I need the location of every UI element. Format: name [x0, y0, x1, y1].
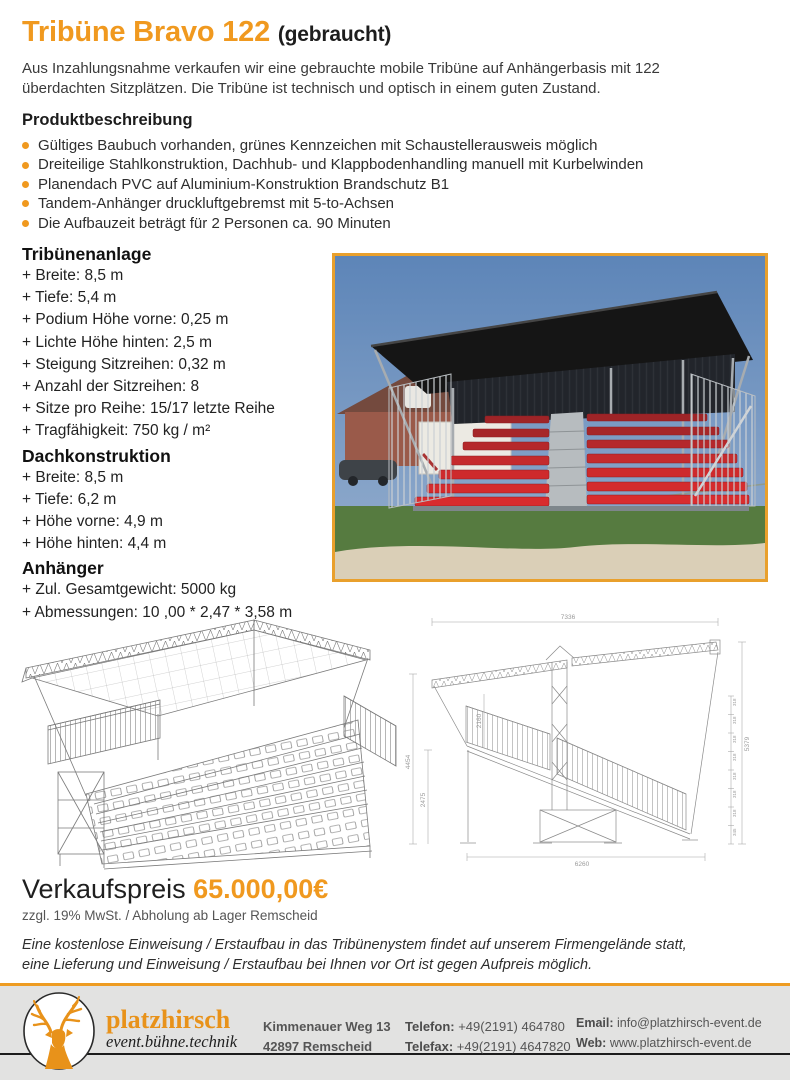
- photo-left-railing: [389, 374, 451, 508]
- bullet-icon: [22, 181, 29, 188]
- list-item: [22, 136, 768, 155]
- spec-group-tribuenenanlage: [22, 243, 338, 443]
- price-note: [22, 936, 768, 975]
- dim-label-step: 345: [732, 828, 737, 836]
- bullet-text: Gültiges Baubuch vorhanden, grünes Kennzeichen mit Schaustellerausweis möglich: [38, 137, 598, 154]
- technical-drawings: [0, 598, 790, 878]
- web-value[interactable]: www.platzhirsch-event.de: [609, 1036, 752, 1050]
- fax-value: +49(2191) 4647820: [456, 1039, 571, 1054]
- dim-label-step: 318: [732, 716, 737, 724]
- price-section: [22, 874, 768, 975]
- brand-tagline: event.bühne.technik: [106, 1032, 238, 1051]
- phone-value: +49(2191) 464780: [458, 1019, 565, 1034]
- email-label: Email:: [576, 1016, 614, 1030]
- elevation-dimension-lines: [409, 618, 746, 861]
- price-note-line: Eine kostenlose Einweisung / Erstaufbau in das Tribünenystem findet auf unserem Firmengelände statt,: [22, 937, 687, 953]
- spec-column: [22, 243, 338, 624]
- fax-row: [405, 1037, 571, 1057]
- page-title: [22, 16, 768, 51]
- address-line: 42897 Remscheid: [263, 1039, 373, 1054]
- dim-label-bottom: 6260: [574, 861, 590, 868]
- spec-line: + Höhe hinten: 4,4 m: [22, 535, 167, 553]
- spec-line: + Tiefe: 5,4 m: [22, 289, 117, 307]
- list-item: [22, 194, 768, 213]
- bullet-icon: [22, 200, 29, 207]
- page-title-main: Tribüne Bravo 122: [22, 16, 271, 48]
- bullet-icon: [22, 142, 29, 149]
- price-value: 65.000,00€: [193, 874, 329, 904]
- email-row: [576, 1013, 762, 1033]
- product-photo-image: [335, 256, 765, 579]
- spec-line: + Podium Höhe vorne: 0,25 m: [22, 311, 229, 329]
- dim-label-step: 318: [732, 809, 737, 817]
- price-line: [22, 874, 768, 905]
- footer-phone: [405, 1017, 571, 1057]
- bullet-text: Die Aufbauzeit beträgt für 2 Personen ca. 90 Minuten: [38, 214, 391, 232]
- phone-label: Telefon:: [405, 1019, 455, 1034]
- spec-line: + Zul. Gesamtgewicht: 5000 kg: [22, 581, 237, 599]
- price-label: Verkaufspreis: [22, 874, 186, 904]
- dim-label-step: 318: [732, 790, 737, 798]
- address-line: Kimmenauer Weg 13: [263, 1019, 391, 1034]
- spec-heading: Dachkonstruktion: [22, 445, 171, 466]
- dim-label-inner: 2160: [476, 713, 483, 729]
- spec-line: + Anzahl der Sitzreihen: 8: [22, 378, 200, 396]
- dim-label-step: 318: [732, 698, 737, 706]
- footer: [0, 986, 790, 1080]
- list-item: [22, 214, 768, 233]
- spec-line: + Tiefe: 6,2 m: [22, 490, 117, 508]
- section-heading-produktbeschreibung: Produktbeschreibung: [22, 111, 193, 129]
- spec-line: + Breite: 8,5 m: [22, 267, 124, 285]
- footer-contact: [576, 1013, 762, 1053]
- company-logo: [21, 992, 97, 1075]
- dim-label-step: 318: [732, 772, 737, 780]
- bullet-text: Dreiteilige Stahlkonstruktion, Dachhub- und Klappbodenhandling manuell mit Kurbelwinden: [38, 156, 644, 174]
- bullet-icon: [22, 162, 29, 169]
- price-conditions: zzgl. 19% MwSt. / Abholung ab Lager Remscheid: [22, 908, 318, 923]
- technical-drawing-elevation: [400, 600, 790, 872]
- spec-heading: Tribünenanlage: [22, 244, 152, 265]
- web-row: [576, 1033, 762, 1053]
- product-photo: [332, 253, 768, 582]
- page-title-suffix: (gebraucht): [277, 23, 392, 46]
- stag-logo-icon: [21, 992, 97, 1070]
- bullet-text: Planendach PVC auf Aluminium-Konstruktion Brandschutz B1: [38, 175, 450, 193]
- product-bullet-list: [22, 136, 768, 233]
- phone-row: [405, 1017, 571, 1037]
- spec-line: + Sitze pro Reihe: 15/17 letzte Reihe: [22, 400, 275, 418]
- dim-label-step: 318: [732, 735, 737, 743]
- bullet-icon: [22, 220, 29, 227]
- spec-line: + Tragfähigkeit: 750 kg / m²: [22, 422, 211, 440]
- dim-label-right: 5379: [744, 736, 751, 752]
- spec-line: + Breite: 8,5 m: [22, 468, 124, 486]
- intro-text: Aus Inzahlungsnahme verkaufen wir eine gebrauchte mobile Tribüne auf Anhängerbasis mit 122 überdachten Sitzplätzen. Die Tribüne ist technisch und optisch in einem guten Zustand.: [22, 60, 660, 97]
- list-item: [22, 175, 768, 194]
- brand-name: platzhirsch: [106, 1005, 231, 1034]
- list-item: [22, 155, 768, 174]
- elevation-structure: [432, 640, 720, 843]
- web-label: Web:: [576, 1036, 607, 1050]
- price-note-line: eine Lieferung und Einweisung / Erstaufbau bei Ihnen vor Ort ist gegen Aufpreis möglich.: [22, 956, 593, 973]
- technical-drawing-isometric: [8, 608, 400, 872]
- spec-heading: Anhänger: [22, 558, 104, 579]
- dim-label-left-outer: 4454: [405, 754, 412, 770]
- email-value[interactable]: info@platzhirsch-event.de: [617, 1016, 762, 1030]
- spec-line: + Höhe vorne: 4,9 m: [22, 513, 163, 531]
- fax-label: Telefax:: [405, 1039, 454, 1054]
- footer-address: [263, 1017, 391, 1057]
- company-wordmark: [106, 1007, 237, 1051]
- spec-line: + Lichte Höhe hinten: 2,5 m: [22, 333, 212, 351]
- dim-label-step: 318: [732, 753, 737, 761]
- dim-label-left-inner: 2475: [420, 792, 427, 808]
- dim-label-top: 7336: [560, 614, 576, 621]
- spec-line: + Abmessungen: 10 ,00 * 2,47 * 3,58 m: [22, 603, 293, 621]
- footer-rule: [0, 1053, 790, 1055]
- bullet-text: Tandem-Anhänger druckluftgebremst mit 5-to-Achsen: [38, 195, 395, 213]
- spec-group-dachkonstruktion: [22, 445, 338, 556]
- spec-line: + Steigung Sitzreihen: 0,32 m: [22, 355, 226, 373]
